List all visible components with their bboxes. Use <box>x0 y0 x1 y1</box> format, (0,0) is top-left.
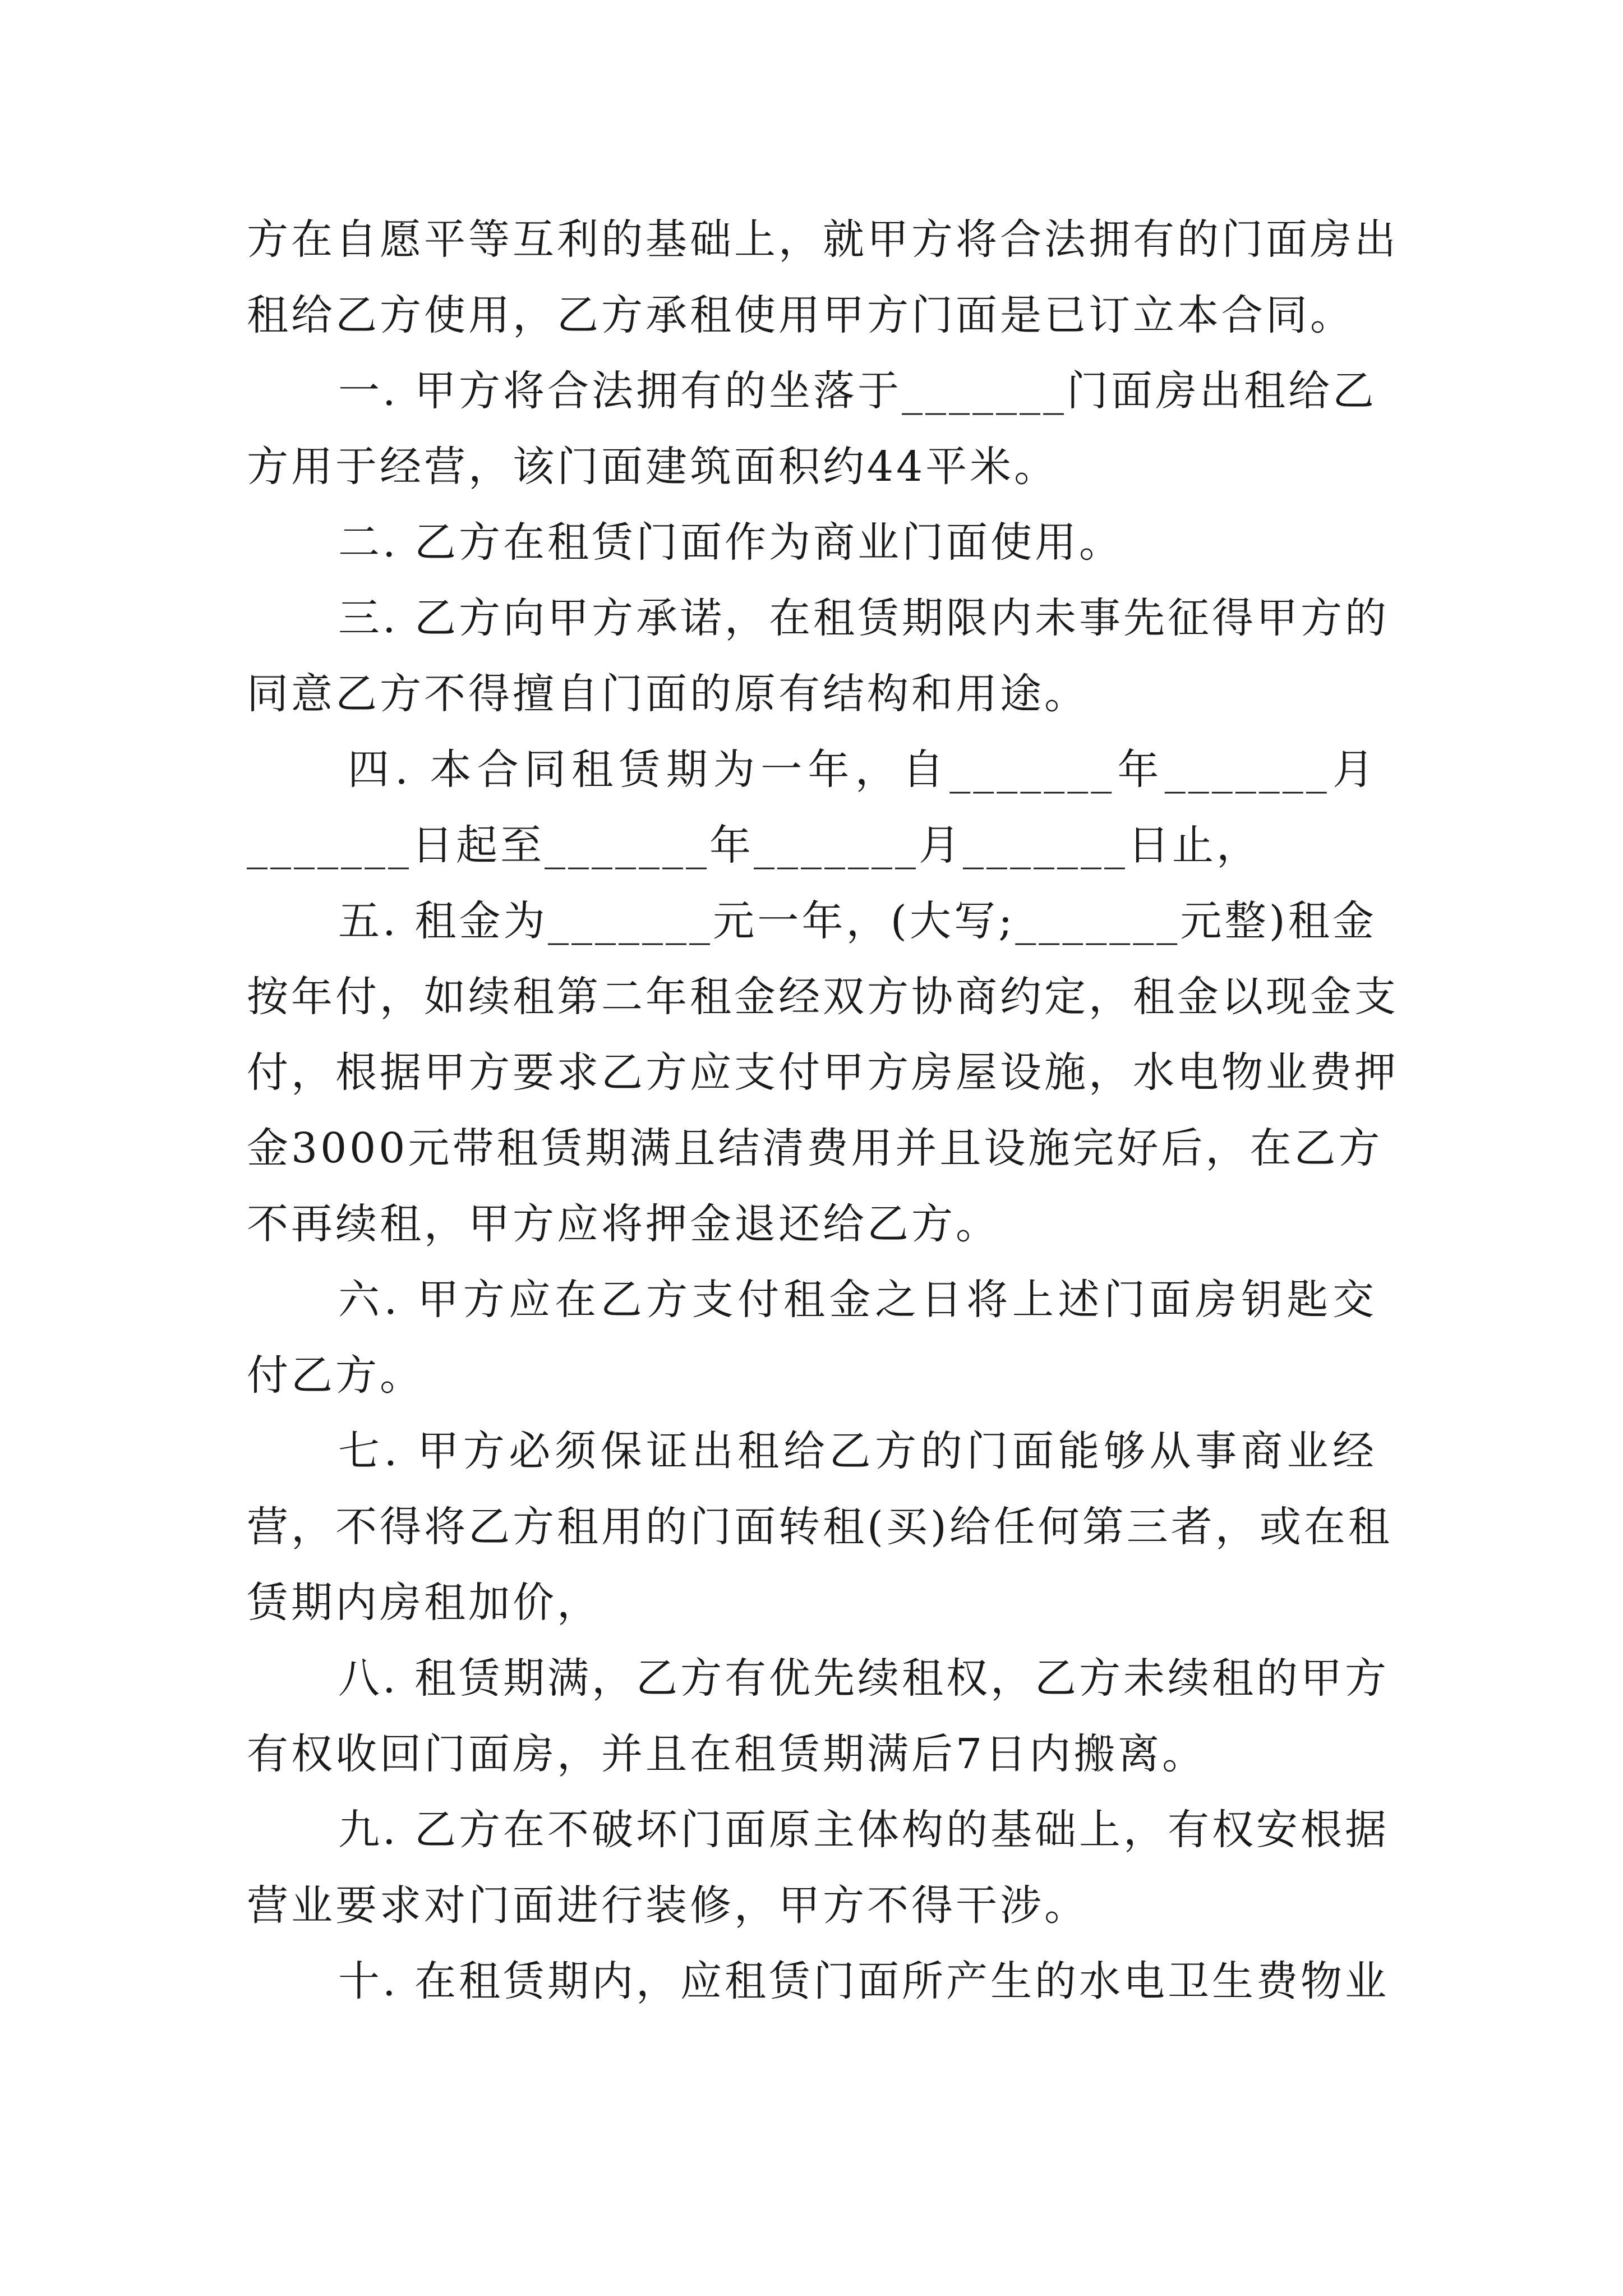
text-line: 一. 甲方将合法拥有的坐落于_______门面房出租给乙 <box>338 367 1377 415</box>
text-line: 三. 乙方向甲方承诺，在租赁期限内未事先征得甲方的 <box>338 594 1390 642</box>
clause-10 <box>247 1944 1390 2019</box>
text-line: 营业要求对门面进行装修，甲方不得干涉。 <box>247 1881 1089 1930</box>
text-line: 方用于经营，该门面建筑面积约44平米。 <box>247 443 1059 491</box>
text-line: 五. 租金为_______元一年，(大写;_______元整)租金 <box>338 897 1377 945</box>
clause-1 <box>247 353 1377 505</box>
text-line: 有权收回门面房，并且在租赁期满后7日内搬离。 <box>247 1730 1207 1778</box>
text-line: 方在自愿平等互利的基础上，就甲方将合法拥有的门面房出 <box>247 215 1399 264</box>
clause-3 <box>247 581 1390 732</box>
text-line: 八. 租赁期满，乙方有优先续租权，乙方未续租的甲方 <box>338 1654 1390 1703</box>
text-line: 四. 本合同租赁期为一年，自_______年_______月 <box>348 746 1377 794</box>
paragraph-intro <box>247 202 1399 353</box>
clause-8 <box>247 1641 1390 1792</box>
text-line: 九. 乙方在不破坏门面原主体构的基础上，有权安根据 <box>338 1806 1390 1854</box>
text-line: 七. 甲方必须保证出租给乙方的门面能够从事商业经 <box>338 1427 1377 1475</box>
clause-4 <box>247 732 1377 884</box>
clause-9 <box>247 1792 1390 1944</box>
text-line: 租给乙方使用，乙方承租使用甲方门面是已订立本合同。 <box>247 291 1354 339</box>
text-line: 赁期内房租加价， <box>247 1579 601 1627</box>
text-line: 二. 乙方在租赁门面作为商业门面使用。 <box>338 518 1124 567</box>
text-line: 六. 甲方应在乙方支付租金之日将上述门面房钥匙交 <box>338 1276 1377 1324</box>
contract-body <box>247 202 1399 2019</box>
text-line: 金3000元带租赁期满且结清费用并且设施完好后，在乙方 <box>247 1124 1383 1172</box>
text-line: 同意乙方不得擅自门面的原有结构和用途。 <box>247 670 1089 718</box>
clause-2 <box>247 505 1377 581</box>
text-line: 不再续租，甲方应将押金退还给乙方。 <box>247 1200 1000 1248</box>
clause-6 <box>247 1262 1377 1414</box>
clause-5 <box>247 884 1399 1262</box>
text-line: 付乙方。 <box>247 1351 424 1400</box>
text-line: 十. 在租赁期内，应租赁门面所产生的水电卫生费物业 <box>338 1957 1390 2005</box>
clause-7 <box>247 1414 1393 1641</box>
text-line: 营，不得将乙方租用的门面转租(买)给任何第三者，或在租 <box>247 1503 1393 1551</box>
text-line: _______日起至_______年_______月_______日止， <box>247 821 1261 869</box>
text-line: 付，根据甲方要求乙方应支付甲方房屋设施，水电物业费押 <box>247 1048 1399 1097</box>
text-line: 按年付，如续租第二年租金经双方协商约定，租金以现金支 <box>247 973 1399 1021</box>
